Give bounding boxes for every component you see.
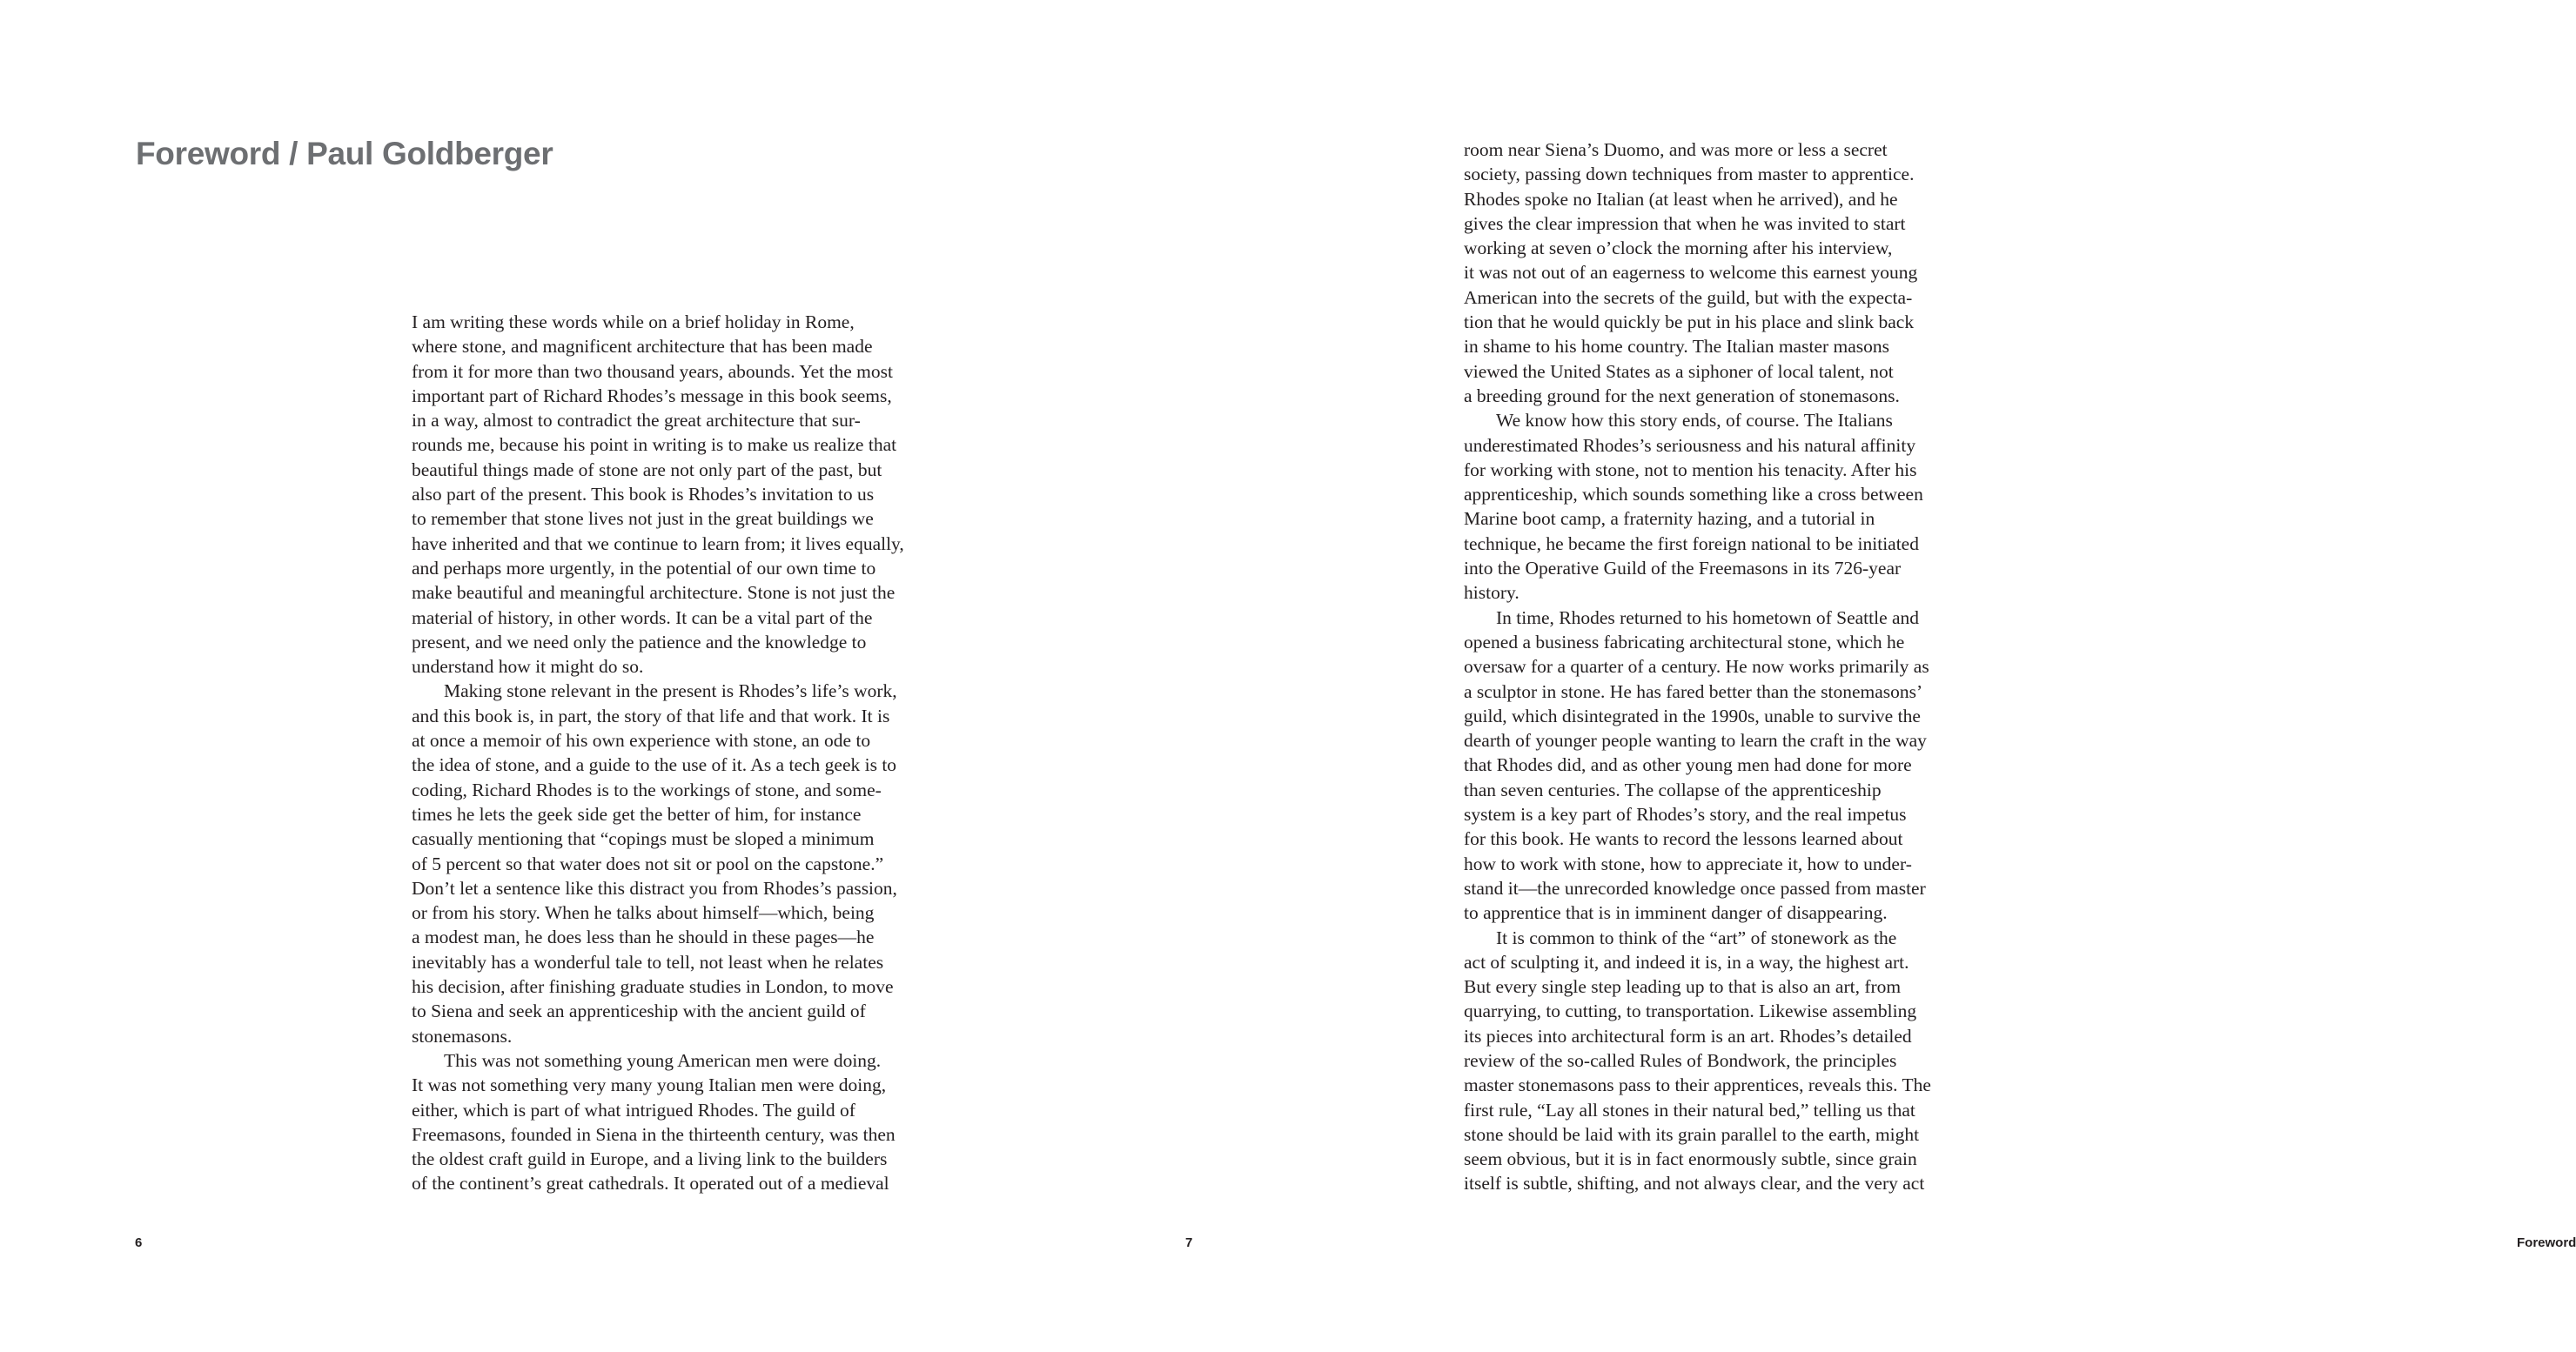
text-line: beautiful things made of stone are not only part of the past, but (412, 458, 882, 480)
page-number-left: 6 (135, 1235, 143, 1250)
text-line: review of the so-called Rules of Bondwork, the principles (1464, 1049, 1897, 1071)
text-line: and perhaps more urgently, in the potential of our own time to (412, 557, 876, 579)
text-line: working at seven o’clock the morning after his interview, (1464, 238, 1893, 259)
text-line: act of sculpting it, and indeed it is, in a way, the highest art. (1464, 951, 1909, 973)
text-line: It was not something very many young Italian men were doing, (412, 1074, 887, 1096)
text-line: at once a memoir of his own experience with stone, an ode to (412, 730, 871, 752)
text-line: his decision, after finishing graduate studies in London, to move (412, 976, 894, 998)
text-line: stone should be laid with its grain parallel to the earth, might (1464, 1123, 1920, 1145)
right-body-text (1464, 137, 2021, 1196)
text-line: times he lets the geek side get the better of him, for instance (412, 803, 862, 825)
text-line: seem obvious, but it is in fact enormously subtle, since grain (1464, 1148, 1917, 1170)
text-line: in a way, almost to contradict the great architecture that sur- (412, 410, 861, 432)
text-line: underestimated Rhodes’s seriousness and his natural affinity (1464, 434, 1916, 456)
text-line: its pieces into architectural form is an art. Rhodes’s detailed (1464, 1025, 1912, 1047)
running-footer: Foreword (2517, 1235, 2576, 1250)
text-line: We know how this story ends, of course. The Italians (1496, 410, 1893, 432)
page-title: Foreword / Paul Goldberger (136, 136, 553, 171)
text-line: material of history, in other words. It can be a vital part of the (412, 606, 873, 628)
text-line: first rule, “Lay all stones in their natural bed,” telling us that (1464, 1099, 1915, 1121)
text-line: apprenticeship, which sounds something like a cross between (1464, 484, 1923, 505)
text-line: have inherited and that we continue to learn from; it lives equally, (412, 532, 904, 554)
page-number-right: 7 (1185, 1235, 1193, 1250)
text-line: the idea of stone, and a guide to the use of it. As a tech geek is to (412, 754, 897, 776)
text-line: understand how it might do so. (412, 656, 644, 678)
text-line: master stonemasons pass to their apprentices, reveals this. The (1464, 1074, 1931, 1096)
text-line: a modest man, he does less than he should in these pages—he (412, 927, 875, 948)
text-line: Don’t let a sentence like this distract you from Rhodes’s passion, (412, 877, 897, 899)
text-line: guild, which disintegrated in the 1990s, unable to survive the (1464, 705, 1921, 726)
text-line: the oldest craft guild in Europe, and a living link to the builders (412, 1148, 888, 1170)
text-line: a sculptor in stone. He has fared better than the stonemasons’ (1464, 680, 1923, 702)
text-line: American into the secrets of the guild, but with the expecta- (1464, 286, 1913, 308)
text-line: room near Siena’s Duomo, and was more or less a secret (1464, 139, 1888, 160)
text-line: In time, Rhodes returned to his hometown of Seattle and (1496, 606, 1920, 628)
text-line: present, and we need only the patience and the knowledge to (412, 631, 867, 653)
text-line: to Siena and seek an apprenticeship with the ancient guild of (412, 1001, 866, 1022)
text-line: important part of Richard Rhodes’s message in this book seems, (412, 385, 892, 406)
text-line: history. (1464, 582, 1519, 604)
text-line: tion that he would quickly be put in his place and slink back (1464, 311, 1915, 333)
text-line: a breeding ground for the next generation of stonemasons. (1464, 385, 1900, 406)
text-line: casually mentioning that “copings must be sloped a minimum (412, 828, 875, 850)
text-line: It is common to think of the “art” of stonework as the (1496, 927, 1897, 948)
text-line: of the continent’s great cathedrals. It operated out of a medieval (412, 1173, 889, 1195)
text-line: Rhodes spoke no Italian (at least when he arrived), and he (1464, 188, 1898, 210)
text-line: to remember that stone lives not just in the great buildings we (412, 508, 874, 530)
text-line: stonemasons. (412, 1025, 513, 1047)
text-line: This was not something young American men were doing. (444, 1049, 882, 1071)
text-line: from it for more than two thousand years, abounds. Yet the most (412, 360, 893, 382)
text-line: opened a business fabricating architectural stone, which he (1464, 631, 1905, 653)
text-line: than seven centuries. The collapse of the apprenticeship (1464, 779, 1882, 800)
text-line: into the Operative Guild of the Freemasons in its 726-year (1464, 558, 1902, 579)
text-line: where stone, and magnificent architecture that has been made (412, 336, 873, 358)
text-line: it was not out of an eagerness to welcome this earnest young (1464, 262, 1918, 284)
text-line: make beautiful and meaningful architecture. Stone is not just the (412, 582, 896, 604)
text-line: to apprentice that is in imminent danger of disappearing. (1464, 902, 1888, 924)
text-line: for this book. He wants to record the lessons learned about (1464, 828, 1903, 850)
text-line: that Rhodes did, and as other young men had done for more (1464, 754, 1912, 776)
text-line: of 5 percent so that water does not sit or pool on the capstone.” (412, 853, 884, 874)
text-line: dearth of younger people wanting to learn the craft in the way (1464, 730, 1927, 752)
text-line: quarrying, to cutting, to transportation. Likewise assembling (1464, 1001, 1917, 1022)
text-line: Freemasons, founded in Siena in the thirteenth century, was then (412, 1123, 896, 1145)
text-line: society, passing down techniques from master to apprentice. (1464, 164, 1915, 185)
left-body-text (412, 310, 969, 1196)
text-line: in shame to his home country. The Italian master masons (1464, 336, 1890, 358)
text-line: either, which is part of what intrigued Rhodes. The guild of (412, 1099, 855, 1121)
text-line: viewed the United States as a siphoner of local talent, not (1464, 360, 1894, 382)
text-line: how to work with stone, how to appreciate it, how to under- (1464, 853, 1912, 874)
text-line: gives the clear impression that when he was invited to start (1464, 212, 1906, 234)
text-line: for working with stone, not to mention his tenacity. After his (1464, 458, 1917, 480)
text-line: itself is subtle, shifting, and not always clear, and the very act (1464, 1173, 1925, 1195)
text-line: rounds me, because his point in writing is to make us realize that (412, 434, 897, 456)
left-page (0, 0, 1052, 1352)
text-line: and this book is, in part, the story of that life and that work. It is (412, 705, 890, 726)
text-line: or from his story. When he talks about himself—which, being (412, 902, 875, 924)
text-line: also part of the present. This book is Rhodes’s invitation to us (412, 484, 875, 505)
text-line: stand it—the unrecorded knowledge once passed from master (1464, 877, 1926, 899)
text-line: Marine boot camp, a fraternity hazing, and a tutorial in (1464, 508, 1875, 530)
text-line: Making stone relevant in the present is Rhodes’s life’s work, (444, 680, 897, 702)
text-line: inevitably has a wonderful tale to tell, not least when he relates (412, 951, 884, 973)
text-line: But every single step leading up to that is also an art, from (1464, 976, 1902, 998)
text-line: system is a key part of Rhodes’s story, and the real impetus (1464, 804, 1907, 826)
text-line: coding, Richard Rhodes is to the workings of stone, and some- (412, 779, 882, 800)
right-page (1052, 0, 2576, 1352)
text-line: technique, he became the first foreign national to be initiated (1464, 532, 1919, 554)
text-line: I am writing these words while on a brief holiday in Rome, (412, 311, 855, 332)
text-line: oversaw for a quarter of a century. He now works primarily as (1464, 656, 1929, 678)
